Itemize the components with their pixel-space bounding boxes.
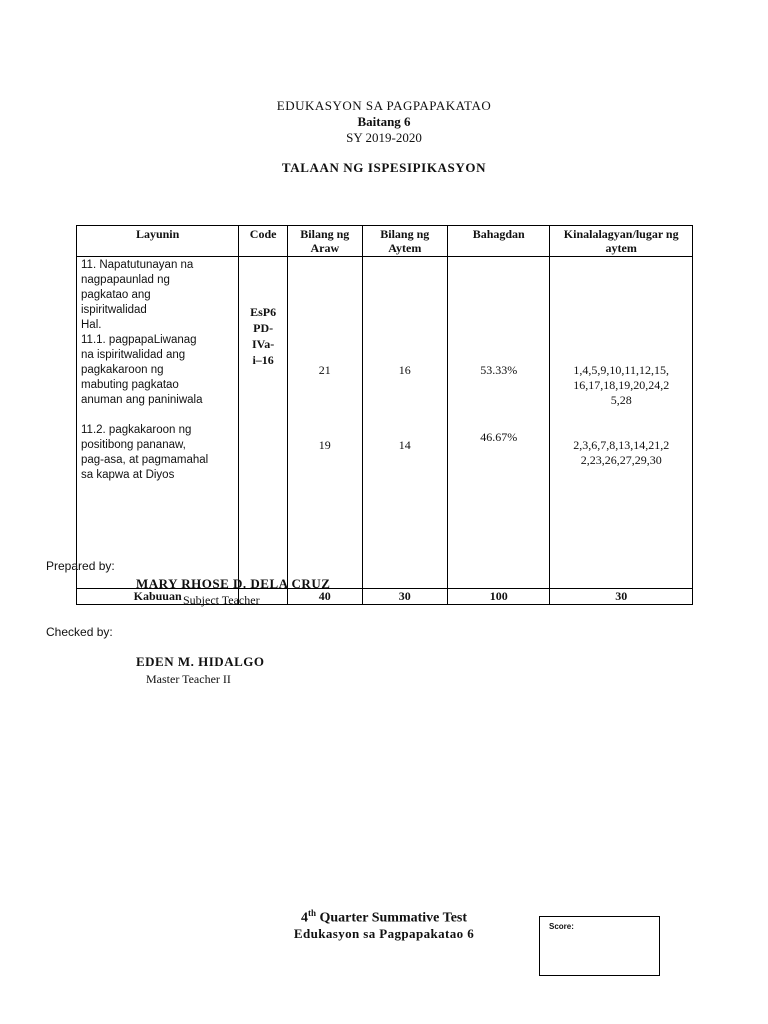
araw-cell [288,257,363,589]
prepared-by-name: MARY RHOSE D. DELA CRUZ [136,576,331,591]
aytem-value-2: 14 [398,438,411,452]
total-aytem: 30 [362,589,447,605]
araw-value-1: 21 [318,363,331,377]
checked-by-name: EDEN M. HIDALGO [136,654,265,669]
total-bahagdan: 100 [447,589,549,605]
layunin-line: positibong pananaw, [81,439,186,451]
table-row [77,257,693,589]
specification-table [76,225,693,605]
layunin-line: 11.2. pagkakaroon ng [81,424,192,436]
layunin-line: mabuting pagkatao [81,379,179,391]
araw-value-2: 19 [318,438,331,452]
code-line: i–16 [252,353,274,367]
document-grade: Baitang 6 [357,114,411,129]
total-araw: 40 [288,589,363,605]
layunin-line: 11. Napatutunayan na [81,259,194,271]
lugar-list-1 [554,363,688,408]
lugar-line: 1,4,5,9,10,11,12,15, [573,363,669,377]
lugar-line: 2,23,26,27,29,30 [580,453,662,467]
code-line: IVa- [252,337,275,351]
layunin-spacer [81,408,234,423]
quarter-number: 4 [300,910,308,926]
layunin-line: sa kapwa at Diyos [81,469,175,481]
test-title-text: Quarter Summative Test [316,910,468,926]
layunin-line: pag-asa, at pagmamahal [81,454,209,466]
code-line: PD- [253,321,274,335]
checked-by-role: Master Teacher II [146,672,231,686]
header-layunin: Layunin [77,226,239,257]
lugar-line: 5,28 [610,393,632,407]
header-kinalalagyan: Kinalalagyan/lugar ng aytem [550,226,693,257]
school-year: SY 2019-2020 [346,130,422,145]
document-subject: EDUKASYON SA PAGPAPAKATAO [276,98,492,113]
total-lugar: 30 [550,589,693,605]
prepared-by-role: Subject Teacher [183,593,260,607]
score-box [539,916,660,976]
aytem-value-1: 16 [398,363,411,377]
score-label: Score: [549,922,574,931]
lugar-line: 16,17,18,19,20,24,2 [573,378,670,392]
layunin-line: ispiritwalidad [81,304,147,316]
layunin-line: anuman ang paniniwala [81,394,203,406]
layunin-line: pagkakaroon ng [81,364,164,376]
lugar-cell [550,257,693,589]
lugar-list-2 [554,438,688,468]
header-bahagdan: Bahagdan [447,226,549,257]
prepared-by-label: Prepared by: [46,559,115,573]
layunin-line: nagpapaunlad ng [81,274,170,286]
header-bilang-araw: Bilang ng Araw [288,226,363,257]
bahagdan-cell [447,257,549,589]
layunin-line: na ispiritwalidad ang [81,349,186,361]
layunin-cell [77,257,239,589]
code-cell [239,257,288,589]
header-code: Code [239,226,288,257]
lugar-line: 2,3,6,7,8,13,14,21,2 [573,438,670,452]
quarter-suffix: th [307,908,316,918]
table-header-row [77,226,693,257]
checked-by-label: Checked by: [46,625,113,639]
layunin-line: pagkatao ang [81,289,151,301]
code-line: EsP6 [250,305,277,319]
aytem-cell [362,257,447,589]
layunin-line: 11.1. pagpapaLiwanag [81,334,197,346]
total-label: Kabuuan [77,589,239,605]
document-title: TALAAN NG ISPESIPIKASYON [281,160,487,175]
bahagdan-value-1: 53.33% [480,363,518,377]
bahagdan-value-2: 46.67% [480,430,518,444]
layunin-line: Hal. [81,319,102,331]
header-bilang-aytem: Bilang ng Aytem [362,226,447,257]
test-subtitle: Edukasyon sa Pagpapakatao 6 [293,926,475,941]
